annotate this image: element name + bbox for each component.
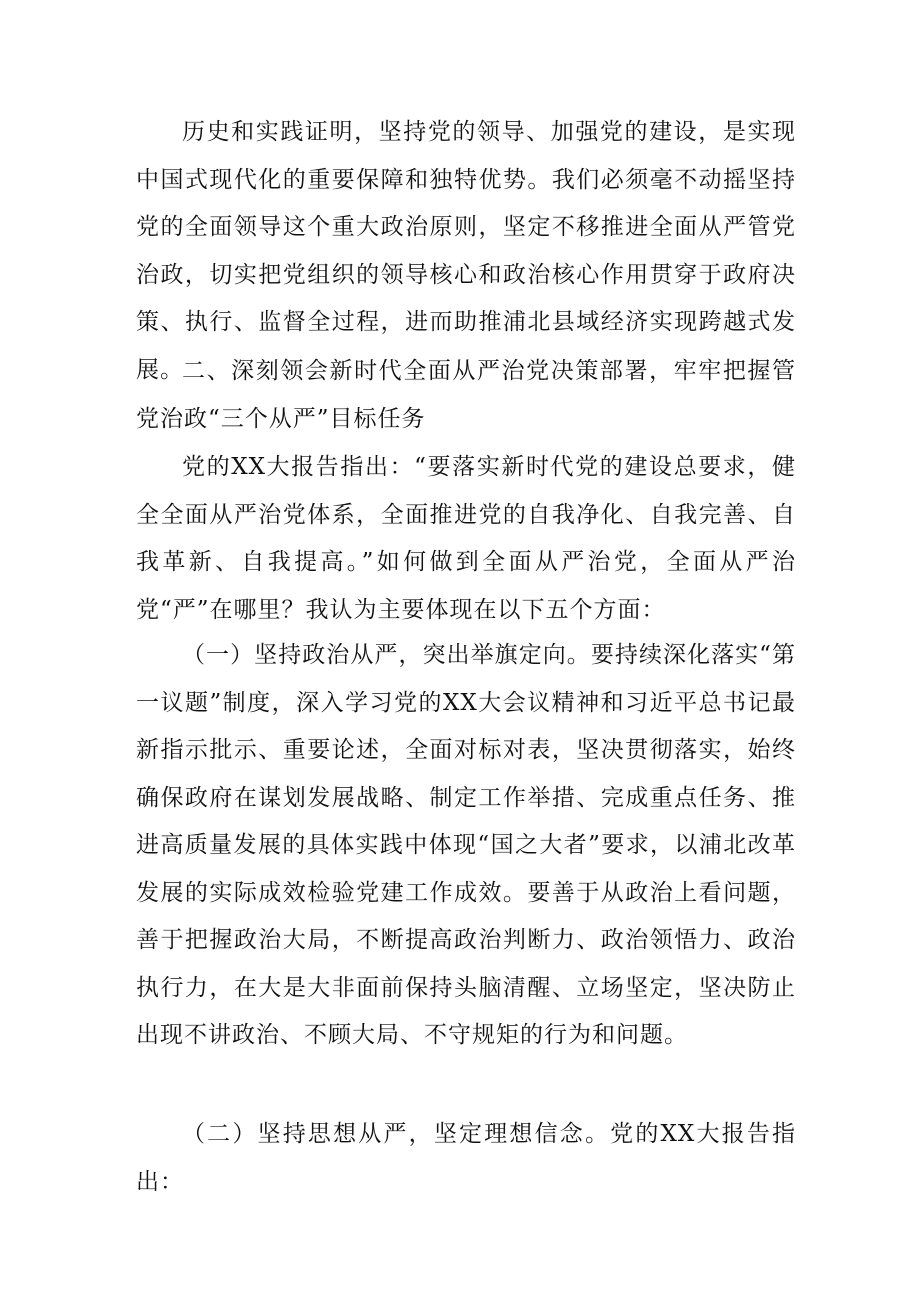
paragraph-ideological-strictness: （二）坚持思想从严，坚定理想信念。党的XX大报告指出： — [136, 1121, 796, 1195]
paragraph-report-quote: 党的XX大报告指出：“要落实新时代党的建设总要求，健全全面从严治党体系，全面推进党的自我净化、自我完善、自我革新、自我提高。”如何做到全面从严治党，全面从严治党“严”在哪里？我认为主要体现在以下五个方面： — [136, 454, 796, 623]
paragraph-history-practice: 历史和实践证明，坚持党的领导、加强党的建设，是实现中国式现代化的重要保障和独特优势。我们必须毫不动摇坚持党的全面领导这个重大政治原则，坚定不移推进全面从严管党治政，切实把党组织的领导核心和政治核心作用贯穿于政府决策、执行、监督全过程，进而助推浦北县域经济实现跨越式发展。 — [136, 119, 796, 383]
section-heading-two: 二、深刻领会新时代全面从严治党决策部署，牢牢把握管党治政“三个从严”目标任务 — [136, 358, 796, 432]
paragraph-political-strictness: （一）坚持政治从严，突出举旗定向。要持续深化落实“第一议题”制度，深入学习党的XX大会议精神和习近平总书记最新指示批示、重要论述，全面对标对表，坚决贯彻落实，始终确保政府在谋划发展战略、制定工作举措、完成重点任务、推进高质量发展的具体实践中体现“国之大者”要求，以浦北改革发展的实际成效检验党建工作成效。要善于从政治上看问题，善于把握政治大局，不断提高政治判断力、政治领悟力、政治执行力，在大是大非面前保持头脑清醒、立场坚定，坚决防止出现不讲政治、不顾大局、不守规矩的行为和问题。 — [136, 642, 796, 1048]
